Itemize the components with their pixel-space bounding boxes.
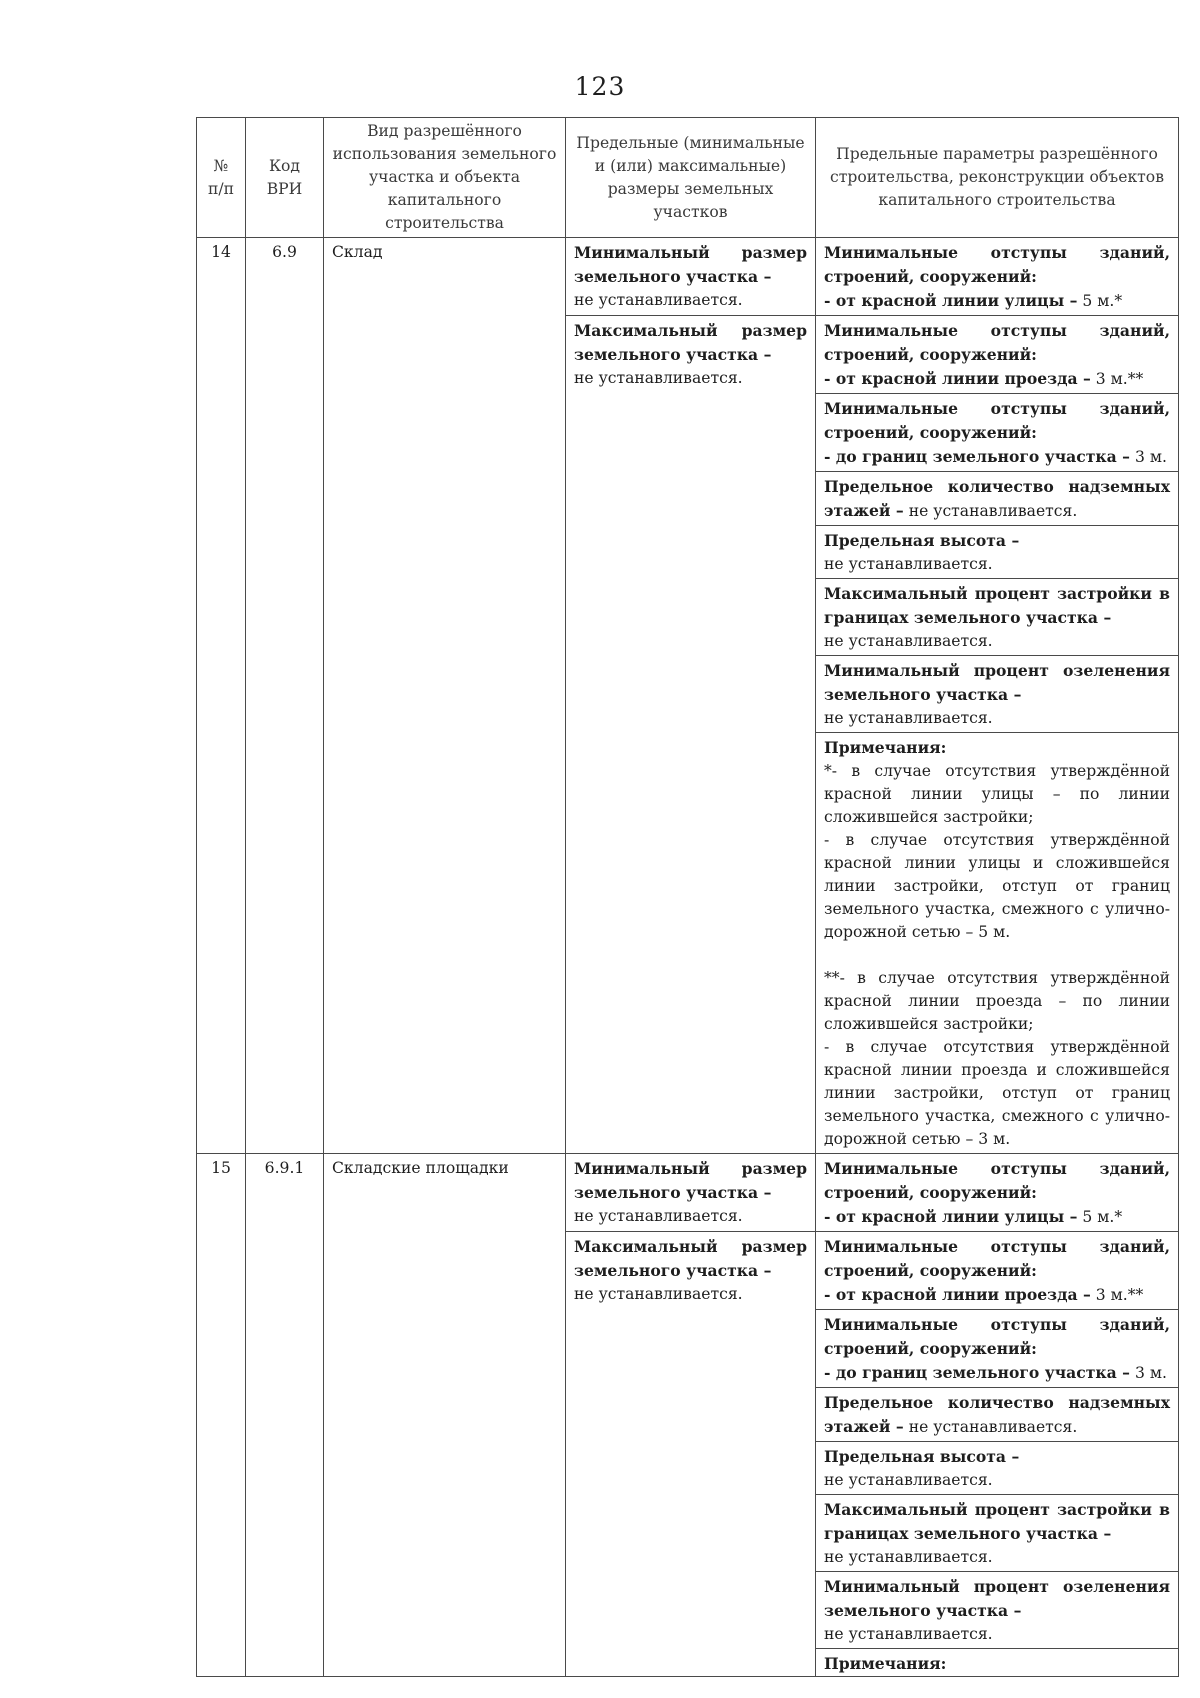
size-label: Максимальный размер земельного участка – [574,321,807,364]
param-sublabel: - до границ земельного участка – [824,447,1130,466]
param-cell [816,656,1179,733]
header-sizes: Предельные (минимальные и (или) максимальные) размеры земельных участков [566,118,816,238]
param-value: 3 м. [1129,448,1167,466]
param-label: Минимальные отступы зданий, строений, сооружений: [824,1237,1170,1280]
param-cell [816,579,1179,656]
param-label: Минимальные отступы зданий, строений, сооружений: [824,321,1170,364]
param-label: Минимальные отступы зданий, строений, сооружений: [824,1159,1170,1202]
param-cell [816,394,1179,472]
param-label: Минимальные отступы зданий, строений, сооружений: [824,1315,1170,1358]
table-header-row [197,118,1179,238]
note-paragraph: **- в случае отсутствия утверждённой красной линии проезда – по линии сложившейся застройки; [824,969,1170,1033]
param-value: 3 м.** [1090,370,1144,388]
notes-cell [816,733,1179,1154]
note-paragraph: - в случае отсутствия утверждённой красной линии улицы и сложившейся линии застройки, отступ от границ земельного участка, смежного с улично-дорожной сетью – 5 м. [824,831,1170,941]
param-sublabel: - от красной линии проезда – [824,1285,1091,1304]
size-label: Максимальный размер земельного участка – [574,1237,807,1280]
param-sublabel: - до границ земельного участка – [824,1363,1130,1382]
size-value: не устанавливается. [574,1285,743,1303]
param-cell [816,1495,1179,1572]
param-cell [816,526,1179,579]
table-row [197,1154,1179,1232]
param-cell [816,1388,1179,1442]
param-label: Предельная высота – [824,531,1020,550]
row-number: 14 [197,238,246,1154]
header-num: № п/п [197,118,246,238]
param-value: не устанавливается. [824,1471,993,1489]
param-label: Предельное количество надземных этажей – [824,1393,1170,1436]
param-sublabel: - от красной линии проезда – [824,369,1091,388]
header-code: Код ВРИ [246,118,324,238]
size-value: не устанавливается. [574,291,743,309]
param-cell [816,238,1179,316]
param-label: Предельное количество надземных этажей – [824,477,1170,520]
param-value: 3 м.** [1090,1286,1144,1304]
param-value: не устанавливается. [903,502,1078,520]
param-value: не устанавливается. [824,1625,993,1643]
size-label: Минимальный размер земельного участка – [574,1159,807,1202]
size-max-cell [566,316,816,1154]
table-row [197,238,1179,316]
param-label: Минимальный процент озеленения земельного участка – [824,661,1170,704]
param-cell [816,1232,1179,1310]
param-value: не устанавливается. [824,555,993,573]
param-cell [816,1154,1179,1232]
param-cell [816,472,1179,526]
row-kind: Склад [324,238,566,1154]
page-number: 123 [574,72,626,101]
param-label: Минимальные отступы зданий, строений, сооружений: [824,243,1170,286]
size-min-cell [566,238,816,316]
size-min-cell [566,1154,816,1232]
param-value: не устанавливается. [824,632,993,650]
param-label: Максимальный процент застройки в границах земельного участка – [824,584,1170,627]
size-label: Минимальный размер земельного участка – [574,243,807,286]
param-cell [816,1442,1179,1495]
param-label: Минимальный процент озеленения земельного участка – [824,1577,1170,1620]
header-params: Предельные параметры разрешённого строительства, реконструкции объектов капитального строительства [816,118,1179,238]
note-paragraph: *- в случае отсутствия утверждённой красной линии улицы – по линии сложившейся застройки; [824,762,1170,826]
param-value: 5 м.* [1077,292,1123,310]
param-cell [816,1310,1179,1388]
param-cell [816,316,1179,394]
row-code: 6.9 [246,238,324,1154]
size-value: не устанавливается. [574,369,743,387]
note-paragraph: - в случае отсутствия утверждённой красной линии проезда и сложившейся линии застройки, отступ от границ земельного участка, смежного с улично-дорожной сетью – 3 м. [824,1038,1170,1148]
size-value: не устанавливается. [574,1207,743,1225]
param-sublabel: - от красной линии улицы – [824,1207,1078,1226]
header-kind: Вид разрешённого использования земельного участка и объекта капитального строительства [324,118,566,238]
param-label: Минимальные отступы зданий, строений, сооружений: [824,399,1170,442]
param-label: Максимальный процент застройки в границах земельного участка – [824,1500,1170,1543]
notes-title: Примечания: [824,738,947,757]
param-value: не устанавливается. [903,1418,1078,1436]
param-value: 3 м. [1129,1364,1167,1382]
param-sublabel: - от красной линии улицы – [824,291,1078,310]
land-use-table [196,117,1179,1677]
param-cell [816,1572,1179,1649]
param-value: не устанавливается. [824,1548,993,1566]
notes-title: Примечания: [824,1654,947,1673]
param-value: 5 м.* [1077,1208,1123,1226]
notes-cell [816,1649,1179,1677]
param-label: Предельная высота – [824,1447,1020,1466]
row-kind: Складские площадки [324,1154,566,1677]
param-value: не устанавливается. [824,709,993,727]
size-max-cell [566,1232,816,1677]
row-number: 15 [197,1154,246,1677]
row-code: 6.9.1 [246,1154,324,1677]
